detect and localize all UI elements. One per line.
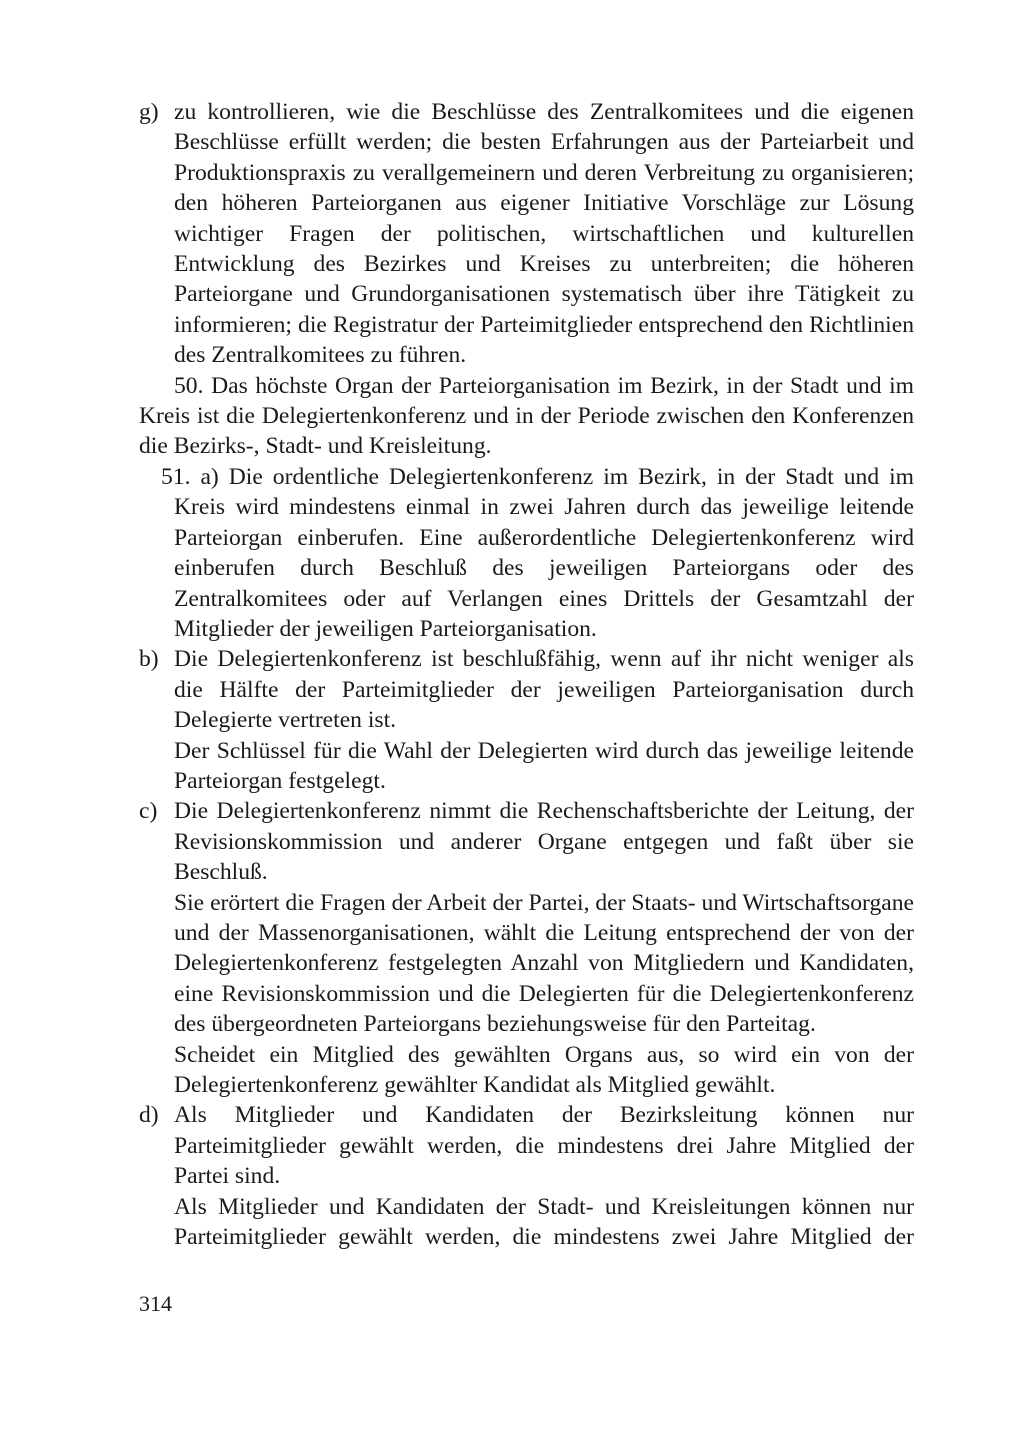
page-number: 314 xyxy=(139,1291,172,1316)
section-number: 50. xyxy=(174,372,204,399)
paragraph-text: Scheidet ein Mitglied des gewählten Organs aus, so wird ein von der Delegiertenkonferenz gewählter Kandidat als Mitglied gewählt. xyxy=(174,1041,914,1098)
paragraph-c xyxy=(139,796,914,887)
item-marker: g) xyxy=(139,99,159,125)
paragraph-text: Die Delegiertenkonferenz nimmt die Rechenschaftsberichte der Leitung, der Revisionskommission und anderer Organe entgegen und faßt über sie Beschluß. xyxy=(174,798,914,886)
paragraph-51a xyxy=(139,462,914,644)
paragraph-c-continued-1 xyxy=(139,888,914,1040)
paragraph-b xyxy=(139,644,914,735)
paragraph-c-continued-2 xyxy=(139,1040,914,1101)
paragraph-text: Das höchste Organ der Parteiorganisation im Bezirk, in der Stadt und im Kreis ist die Delegiertenkonferenz und in der Periode zwischen den Konferenzen die Bezirks-, Stadt- und Kreisleitung. xyxy=(139,372,914,460)
body-text xyxy=(139,97,914,1252)
paragraph-text: Als Mitglieder und Kandidaten der Bezirksleitung können nur Parteimitglieder gewählt werden, die mindestens drei Jahre Mitglied der Partei sind. xyxy=(174,1102,914,1190)
paragraph-text: Die Delegiertenkonferenz ist beschlußfähig, wenn auf ihr nicht weniger als die Hälfte der Parteimitglieder der jeweiligen Parteiorganisation durch Delegierte vertreten ist. xyxy=(174,646,914,734)
paragraph-text: Als Mitglieder und Kandidaten der Stadt- und Kreisleitungen können nur Parteimitglieder gewählt werden, die mindestens zwei Jahre Mitglied der xyxy=(174,1193,914,1251)
paragraph-d-continued xyxy=(139,1192,914,1253)
item-marker: c) xyxy=(139,798,158,825)
paragraph-50 xyxy=(139,371,914,462)
paragraph-text: Die ordentliche Delegiertenkonferenz im Bezirk, in der Stadt und im Kreis wird mindestens einmal in zwei Jahren durch das jeweilige leitende Parteiorgan einberufen. Eine außerordentliche Delegiertenkonferenz wird einberufen durch Beschluß des jeweiligen Parteiorgans oder des Zentralkomitees oder auf Verlangen eines Drittels der Gesamtzahl der Mitglieder der jeweiligen Parteiorganisation. xyxy=(174,463,914,642)
item-marker: b) xyxy=(139,646,159,673)
paragraph-text: zu kontrollieren, wie die Beschlüsse des Zentralkomitees und die eigenen Beschlüsse erfüllt werden; die besten Erfahrungen aus der Parteiarbeit und Produktionspraxis zu verallgemeinern und deren Verbreitung zu organisieren; den höheren Parteiorganen aus eigener Initiative Vorschläge zur Lösung wichtiger Fragen der politischen, wirtschaftlichen und kulturellen Entwicklung des Bezirkes und Kreises zu unterbreiten; die höheren Parteiorgane und Grundorganisationen systematisch über ihre Tätigkeit zu informieren; die Registratur der Parteimitglieder entsprechend den Richtlinien des Zentralkomitees zu führen. xyxy=(174,99,914,369)
item-marker: d) xyxy=(139,1102,159,1129)
paragraph-text: Sie erörtert die Fragen der Arbeit der Partei, der Staats- und Wirtschaftsorgane und der Massenorganisationen, wählt die Leitung entsprechend der von der Delegiertenkonferenz festgelegten Anzahl von Mitgliedern und Kandidaten, eine Revisionskommission und die Delegierten für die Delegiertenkonferenz des übergeordneten Parteiorgans beziehungsweise für den Parteitag. xyxy=(174,889,914,1038)
paragraph-g xyxy=(139,97,914,371)
section-number: 51. a) xyxy=(161,463,219,490)
paragraph-d xyxy=(139,1100,914,1191)
paragraph-b-continued xyxy=(139,736,914,797)
paragraph-text: Der Schlüssel für die Wahl der Delegierten wird durch das jeweilige leitende Parteiorgan festgelegt. xyxy=(174,737,914,794)
